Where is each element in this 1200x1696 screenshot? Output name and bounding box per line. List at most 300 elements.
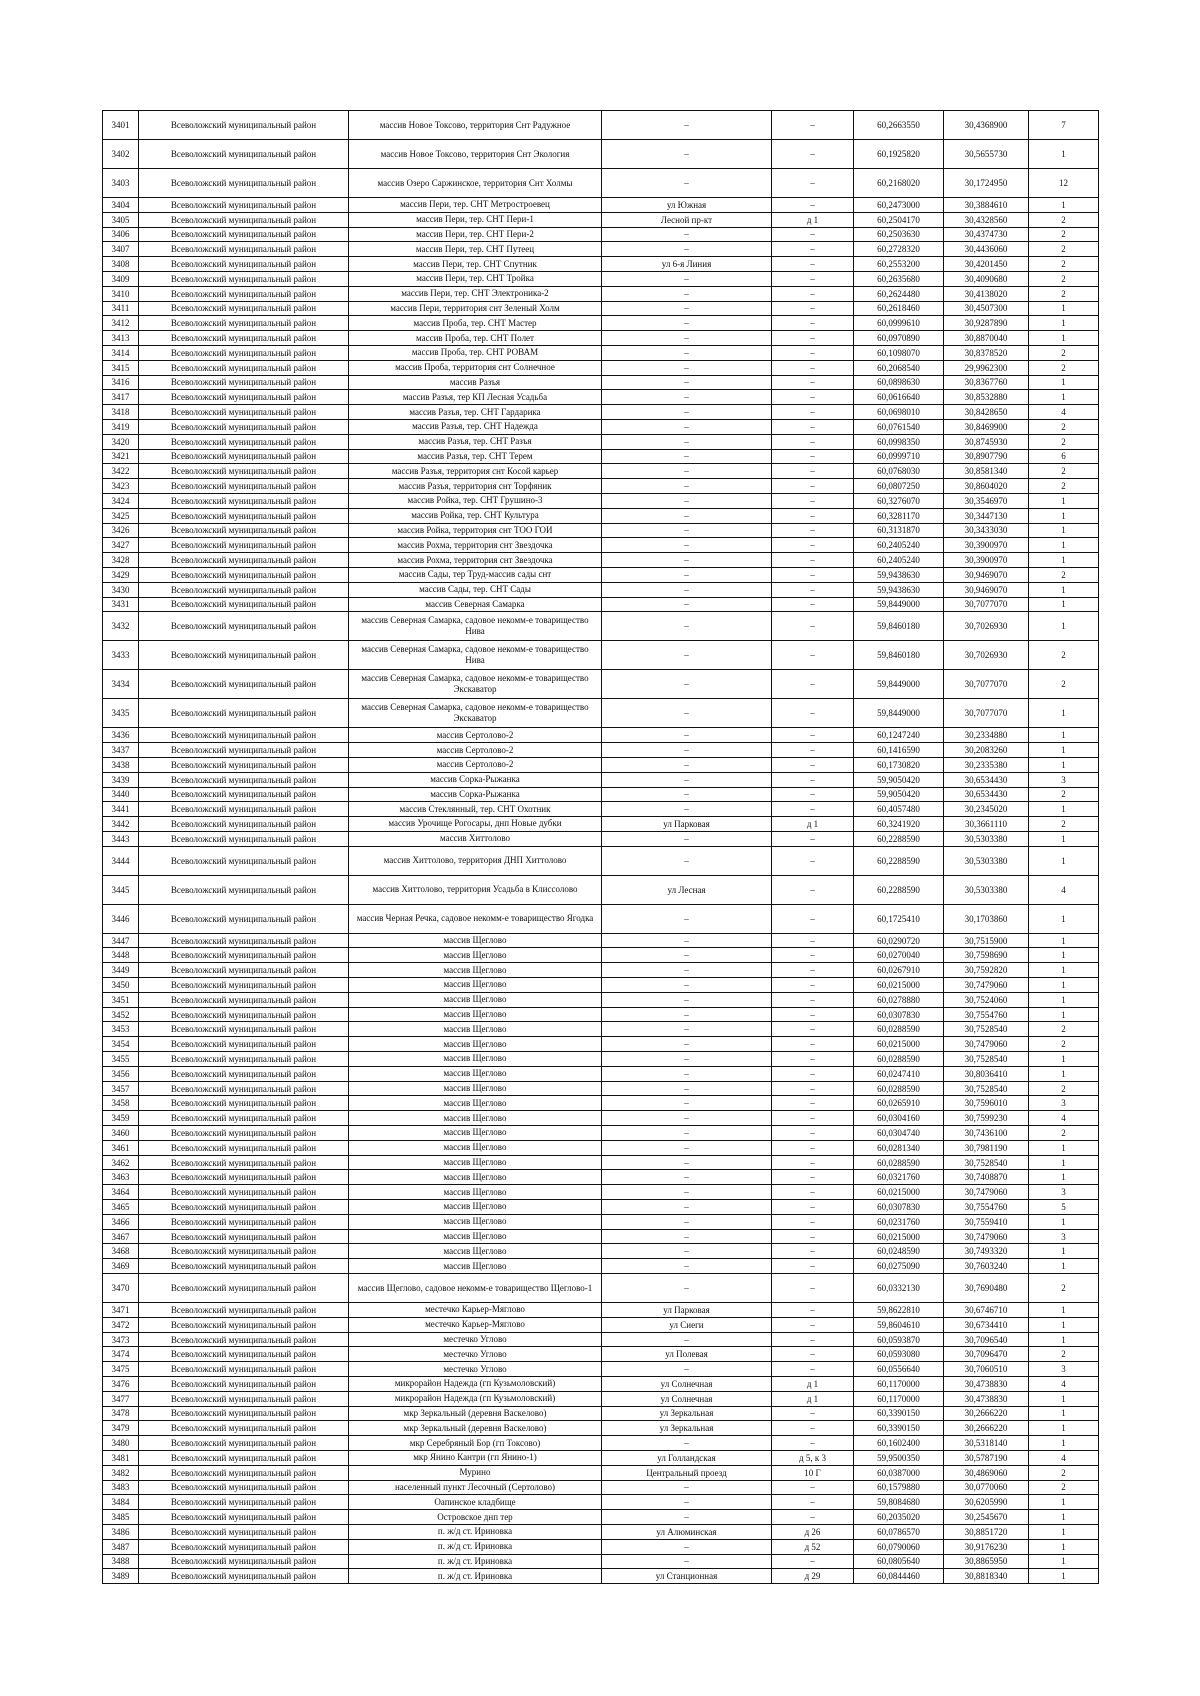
location-cell: массив Щеглово bbox=[349, 1229, 602, 1244]
latitude-cell: 60,3390150 bbox=[854, 1421, 944, 1436]
longitude-cell: 30,7690480 bbox=[944, 1274, 1029, 1303]
house-cell: – bbox=[772, 1259, 854, 1274]
street-cell: – bbox=[602, 612, 772, 641]
district-cell: Всеволожский муниципальный район bbox=[139, 1200, 349, 1215]
house-cell: д 26 bbox=[772, 1524, 854, 1539]
house-cell: – bbox=[772, 140, 854, 169]
street-cell: – bbox=[602, 1126, 772, 1141]
district-cell: Всеволожский муниципальный район bbox=[139, 479, 349, 494]
longitude-cell: 30,8745930 bbox=[944, 434, 1029, 449]
house-cell: – bbox=[772, 1332, 854, 1347]
street-cell: – bbox=[602, 1510, 772, 1525]
count-cell: 1 bbox=[1029, 1170, 1099, 1185]
location-cell: массив Щеглово bbox=[349, 948, 602, 963]
row-number: 3420 bbox=[103, 434, 139, 449]
house-cell: – bbox=[772, 1303, 854, 1318]
street-cell: – bbox=[602, 728, 772, 743]
latitude-cell: 60,0307830 bbox=[854, 1007, 944, 1022]
row-number: 3417 bbox=[103, 390, 139, 405]
location-cell: массив Щеглово bbox=[349, 1170, 602, 1185]
table-row bbox=[103, 227, 1099, 242]
count-cell: 1 bbox=[1029, 1317, 1099, 1332]
row-number: 3426 bbox=[103, 523, 139, 538]
district-cell: Всеволожский муниципальный район bbox=[139, 169, 349, 198]
table-row bbox=[103, 375, 1099, 390]
table-row bbox=[103, 1111, 1099, 1126]
location-cell: массив Щеглово bbox=[349, 1081, 602, 1096]
count-cell: 6 bbox=[1029, 449, 1099, 464]
house-cell: – bbox=[772, 802, 854, 817]
district-cell: Всеволожский муниципальный район bbox=[139, 1303, 349, 1318]
location-cell: массив Щеглово bbox=[349, 1185, 602, 1200]
latitude-cell: 60,2728320 bbox=[854, 242, 944, 257]
district-cell: Всеволожский муниципальный район bbox=[139, 1317, 349, 1332]
row-number: 3457 bbox=[103, 1081, 139, 1096]
row-number: 3487 bbox=[103, 1539, 139, 1554]
count-cell: 1 bbox=[1029, 963, 1099, 978]
location-cell: массив Щеглово bbox=[349, 1200, 602, 1215]
count-cell: 1 bbox=[1029, 728, 1099, 743]
district-cell: Всеволожский муниципальный район bbox=[139, 331, 349, 346]
latitude-cell: 60,0288590 bbox=[854, 1022, 944, 1037]
longitude-cell: 30,8036410 bbox=[944, 1066, 1029, 1081]
row-number: 3480 bbox=[103, 1436, 139, 1451]
count-cell: 2 bbox=[1029, 419, 1099, 434]
table-row bbox=[103, 992, 1099, 1007]
longitude-cell: 30,7603240 bbox=[944, 1259, 1029, 1274]
table-row bbox=[103, 1259, 1099, 1274]
row-number: 3405 bbox=[103, 212, 139, 227]
district-cell: Всеволожский муниципальный район bbox=[139, 212, 349, 227]
location-cell: п. ж/д ст. Ириновка bbox=[349, 1524, 602, 1539]
latitude-cell: 60,0844460 bbox=[854, 1569, 944, 1584]
row-number: 3468 bbox=[103, 1244, 139, 1259]
row-number: 3447 bbox=[103, 933, 139, 948]
street-cell: – bbox=[602, 846, 772, 875]
latitude-cell: 60,0898630 bbox=[854, 375, 944, 390]
registry-table bbox=[102, 110, 1099, 1584]
house-cell: – bbox=[772, 1096, 854, 1111]
table-row bbox=[103, 1554, 1099, 1569]
district-cell: Всеволожский муниципальный район bbox=[139, 1052, 349, 1067]
district-cell: Всеволожский муниципальный район bbox=[139, 1465, 349, 1480]
street-cell: – bbox=[602, 1436, 772, 1451]
latitude-cell: 60,0999710 bbox=[854, 449, 944, 464]
row-number: 3423 bbox=[103, 479, 139, 494]
table-row bbox=[103, 405, 1099, 420]
row-number: 3429 bbox=[103, 567, 139, 582]
table-row bbox=[103, 1214, 1099, 1229]
latitude-cell: 60,0247410 bbox=[854, 1066, 944, 1081]
location-cell: массив Хиттолово, территория Усадьба в Клиссолово bbox=[349, 875, 602, 904]
house-cell: – bbox=[772, 933, 854, 948]
street-cell: – bbox=[602, 787, 772, 802]
row-number: 3464 bbox=[103, 1185, 139, 1200]
table-row bbox=[103, 948, 1099, 963]
street-cell: ул Голландская bbox=[602, 1450, 772, 1465]
count-cell: 2 bbox=[1029, 1465, 1099, 1480]
house-cell: – bbox=[772, 757, 854, 772]
table-row bbox=[103, 728, 1099, 743]
location-cell: массив Пери, тер. СНТ Пери-2 bbox=[349, 227, 602, 242]
row-number: 3401 bbox=[103, 111, 139, 140]
row-number: 3428 bbox=[103, 553, 139, 568]
street-cell: – bbox=[602, 1185, 772, 1200]
latitude-cell: 60,1098070 bbox=[854, 345, 944, 360]
latitude-cell: 59,8449000 bbox=[854, 670, 944, 699]
latitude-cell: 60,2635680 bbox=[854, 271, 944, 286]
table-row bbox=[103, 1037, 1099, 1052]
longitude-cell: 30,4328560 bbox=[944, 212, 1029, 227]
district-cell: Всеволожский муниципальный район bbox=[139, 538, 349, 553]
row-number: 3406 bbox=[103, 227, 139, 242]
longitude-cell: 30,5318140 bbox=[944, 1436, 1029, 1451]
latitude-cell: 60,0215000 bbox=[854, 1229, 944, 1244]
house-cell: – bbox=[772, 1066, 854, 1081]
latitude-cell: 60,2405240 bbox=[854, 538, 944, 553]
row-number: 3418 bbox=[103, 405, 139, 420]
street-cell: – bbox=[602, 567, 772, 582]
longitude-cell: 30,8581340 bbox=[944, 464, 1029, 479]
latitude-cell: 60,2618460 bbox=[854, 301, 944, 316]
count-cell: 1 bbox=[1029, 1214, 1099, 1229]
house-cell: – bbox=[772, 360, 854, 375]
street-cell: ул Зеркальная bbox=[602, 1421, 772, 1436]
location-cell: местечко Карьер-Мяглово bbox=[349, 1303, 602, 1318]
table-row bbox=[103, 1052, 1099, 1067]
house-cell: – bbox=[772, 567, 854, 582]
latitude-cell: 59,8460180 bbox=[854, 612, 944, 641]
location-cell: массив Новое Токсово, территория Снт Радужное bbox=[349, 111, 602, 140]
row-number: 3440 bbox=[103, 787, 139, 802]
row-number: 3475 bbox=[103, 1362, 139, 1377]
longitude-cell: 30,7026930 bbox=[944, 612, 1029, 641]
row-number: 3477 bbox=[103, 1391, 139, 1406]
table-row bbox=[103, 523, 1099, 538]
row-number: 3404 bbox=[103, 198, 139, 213]
house-cell: – bbox=[772, 597, 854, 612]
count-cell: 1 bbox=[1029, 1406, 1099, 1421]
longitude-cell: 30,3900970 bbox=[944, 538, 1029, 553]
street-cell: – bbox=[602, 992, 772, 1007]
longitude-cell: 30,2545670 bbox=[944, 1510, 1029, 1525]
longitude-cell: 30,7060510 bbox=[944, 1362, 1029, 1377]
district-cell: Всеволожский муниципальный район bbox=[139, 757, 349, 772]
longitude-cell: 30,7981190 bbox=[944, 1140, 1029, 1155]
latitude-cell: 59,8622810 bbox=[854, 1303, 944, 1318]
location-cell: массив Щеглово bbox=[349, 933, 602, 948]
longitude-cell: 30,7493320 bbox=[944, 1244, 1029, 1259]
location-cell: массив Сертолово-2 bbox=[349, 757, 602, 772]
street-cell: ул Лесная bbox=[602, 875, 772, 904]
longitude-cell: 30,9176230 bbox=[944, 1539, 1029, 1554]
longitude-cell: 30,2334880 bbox=[944, 728, 1029, 743]
latitude-cell: 60,2504170 bbox=[854, 212, 944, 227]
street-cell: – bbox=[602, 301, 772, 316]
house-cell: – bbox=[772, 728, 854, 743]
district-cell: Всеволожский муниципальный район bbox=[139, 787, 349, 802]
street-cell: – bbox=[602, 1362, 772, 1377]
district-cell: Всеволожский муниципальный район bbox=[139, 1377, 349, 1392]
location-cell: массив Сертолово-2 bbox=[349, 743, 602, 758]
house-cell: – bbox=[772, 390, 854, 405]
count-cell: 3 bbox=[1029, 1362, 1099, 1377]
district-cell: Всеволожский муниципальный район bbox=[139, 772, 349, 787]
house-cell: – bbox=[772, 1081, 854, 1096]
row-number: 3403 bbox=[103, 169, 139, 198]
table-row bbox=[103, 670, 1099, 699]
count-cell: 2 bbox=[1029, 257, 1099, 272]
longitude-cell: 30,3884610 bbox=[944, 198, 1029, 213]
row-number: 3452 bbox=[103, 1007, 139, 1022]
latitude-cell: 60,3276070 bbox=[854, 493, 944, 508]
location-cell: массив Пери, тер. СНТ Путеец bbox=[349, 242, 602, 257]
table-row bbox=[103, 449, 1099, 464]
count-cell: 1 bbox=[1029, 1155, 1099, 1170]
district-cell: Всеволожский муниципальный район bbox=[139, 1554, 349, 1569]
house-cell: – bbox=[772, 169, 854, 198]
count-cell: 2 bbox=[1029, 1347, 1099, 1362]
table-row bbox=[103, 1377, 1099, 1392]
district-cell: Всеволожский муниципальный район bbox=[139, 1421, 349, 1436]
table-row bbox=[103, 1421, 1099, 1436]
table-row bbox=[103, 1155, 1099, 1170]
count-cell: 1 bbox=[1029, 1052, 1099, 1067]
street-cell: – bbox=[602, 111, 772, 140]
district-cell: Всеволожский муниципальный район bbox=[139, 1450, 349, 1465]
street-cell: ул Солнечная bbox=[602, 1391, 772, 1406]
row-number: 3454 bbox=[103, 1037, 139, 1052]
count-cell: 1 bbox=[1029, 1244, 1099, 1259]
row-number: 3478 bbox=[103, 1406, 139, 1421]
street-cell: – bbox=[602, 286, 772, 301]
latitude-cell: 60,0215000 bbox=[854, 1037, 944, 1052]
district-cell: Всеволожский муниципальный район bbox=[139, 1436, 349, 1451]
longitude-cell: 30,8907790 bbox=[944, 449, 1029, 464]
latitude-cell: 60,2473000 bbox=[854, 198, 944, 213]
table-row bbox=[103, 1465, 1099, 1480]
location-cell: массив Сорка-Рыжанка bbox=[349, 787, 602, 802]
table-row bbox=[103, 419, 1099, 434]
district-cell: Всеволожский муниципальный район bbox=[139, 992, 349, 1007]
house-cell: – bbox=[772, 198, 854, 213]
table-row bbox=[103, 1332, 1099, 1347]
longitude-cell: 30,2345020 bbox=[944, 802, 1029, 817]
house-cell: – bbox=[772, 508, 854, 523]
count-cell: 1 bbox=[1029, 1421, 1099, 1436]
house-cell: – bbox=[772, 1495, 854, 1510]
latitude-cell: 60,1170000 bbox=[854, 1391, 944, 1406]
house-cell: д 1 bbox=[772, 212, 854, 227]
row-number: 3469 bbox=[103, 1259, 139, 1274]
latitude-cell: 60,0999610 bbox=[854, 316, 944, 331]
row-number: 3439 bbox=[103, 772, 139, 787]
house-cell: – bbox=[772, 1436, 854, 1451]
row-number: 3459 bbox=[103, 1111, 139, 1126]
count-cell: 3 bbox=[1029, 1229, 1099, 1244]
longitude-cell: 30,8367760 bbox=[944, 375, 1029, 390]
table-row bbox=[103, 1391, 1099, 1406]
table-row bbox=[103, 1406, 1099, 1421]
longitude-cell: 30,9469070 bbox=[944, 582, 1029, 597]
row-number: 3435 bbox=[103, 699, 139, 728]
longitude-cell: 30,7479060 bbox=[944, 1037, 1029, 1052]
location-cell: массив Щеглово bbox=[349, 1096, 602, 1111]
table-row bbox=[103, 169, 1099, 198]
count-cell: 1 bbox=[1029, 699, 1099, 728]
district-cell: Всеволожский муниципальный район bbox=[139, 1391, 349, 1406]
latitude-cell: 60,1416590 bbox=[854, 743, 944, 758]
latitude-cell: 60,2168020 bbox=[854, 169, 944, 198]
count-cell: 1 bbox=[1029, 948, 1099, 963]
latitude-cell: 60,1925820 bbox=[854, 140, 944, 169]
location-cell: массив Проба, тер. СНТ Полет bbox=[349, 331, 602, 346]
location-cell: п. ж/д ст. Ириновка bbox=[349, 1539, 602, 1554]
table-row bbox=[103, 787, 1099, 802]
street-cell: – bbox=[602, 1037, 772, 1052]
street-cell: – bbox=[602, 140, 772, 169]
row-number: 3448 bbox=[103, 948, 139, 963]
table-row bbox=[103, 641, 1099, 670]
count-cell: 1 bbox=[1029, 1140, 1099, 1155]
street-cell: – bbox=[602, 772, 772, 787]
count-cell: 1 bbox=[1029, 331, 1099, 346]
district-cell: Всеволожский муниципальный район bbox=[139, 802, 349, 817]
district-cell: Всеволожский муниципальный район bbox=[139, 227, 349, 242]
latitude-cell: 60,1602400 bbox=[854, 1436, 944, 1451]
latitude-cell: 59,8084680 bbox=[854, 1495, 944, 1510]
house-cell: – bbox=[772, 434, 854, 449]
longitude-cell: 30,7077070 bbox=[944, 670, 1029, 699]
district-cell: Всеволожский муниципальный район bbox=[139, 434, 349, 449]
longitude-cell: 30,5303380 bbox=[944, 831, 1029, 846]
house-cell: – bbox=[772, 523, 854, 538]
location-cell: массив Стеклянный, тер. СНТ Охотник bbox=[349, 802, 602, 817]
row-number: 3444 bbox=[103, 846, 139, 875]
district-cell: Всеволожский муниципальный район bbox=[139, 1007, 349, 1022]
count-cell: 5 bbox=[1029, 1200, 1099, 1215]
table-row bbox=[103, 434, 1099, 449]
latitude-cell: 60,0616640 bbox=[854, 390, 944, 405]
count-cell: 1 bbox=[1029, 1436, 1099, 1451]
house-cell: – bbox=[772, 405, 854, 420]
house-cell: – bbox=[772, 111, 854, 140]
count-cell: 1 bbox=[1029, 553, 1099, 568]
street-cell: – bbox=[602, 1244, 772, 1259]
street-cell: – bbox=[602, 582, 772, 597]
longitude-cell: 30,1703860 bbox=[944, 904, 1029, 933]
latitude-cell: 60,0270040 bbox=[854, 948, 944, 963]
row-number: 3471 bbox=[103, 1303, 139, 1318]
location-cell: массив Урочище Рогосары, днп Новые дубки bbox=[349, 817, 602, 832]
table-row bbox=[103, 271, 1099, 286]
district-cell: Всеволожский муниципальный район bbox=[139, 1510, 349, 1525]
district-cell: Всеволожский муниципальный район bbox=[139, 1362, 349, 1377]
house-cell: – bbox=[772, 743, 854, 758]
longitude-cell: 30,9287890 bbox=[944, 316, 1029, 331]
location-cell: мкр Серебряный Бор (гп Токсово) bbox=[349, 1436, 602, 1451]
house-cell: – bbox=[772, 1200, 854, 1215]
district-cell: Всеволожский муниципальный район bbox=[139, 1126, 349, 1141]
longitude-cell: 30,7599230 bbox=[944, 1111, 1029, 1126]
longitude-cell: 30,5303380 bbox=[944, 875, 1029, 904]
row-number: 3486 bbox=[103, 1524, 139, 1539]
row-number: 3412 bbox=[103, 316, 139, 331]
row-number: 3489 bbox=[103, 1569, 139, 1584]
count-cell: 2 bbox=[1029, 1037, 1099, 1052]
table-row bbox=[103, 553, 1099, 568]
longitude-cell: 30,8870040 bbox=[944, 331, 1029, 346]
district-cell: Всеволожский муниципальный район bbox=[139, 257, 349, 272]
count-cell: 1 bbox=[1029, 612, 1099, 641]
row-number: 3449 bbox=[103, 963, 139, 978]
house-cell: 10 Г bbox=[772, 1465, 854, 1480]
longitude-cell: 30,4869060 bbox=[944, 1465, 1029, 1480]
row-number: 3434 bbox=[103, 670, 139, 699]
count-cell: 4 bbox=[1029, 405, 1099, 420]
street-cell: – bbox=[602, 641, 772, 670]
latitude-cell: 59,9050420 bbox=[854, 772, 944, 787]
count-cell: 2 bbox=[1029, 434, 1099, 449]
district-cell: Всеволожский муниципальный район bbox=[139, 111, 349, 140]
street-cell: – bbox=[602, 1214, 772, 1229]
street-cell: – bbox=[602, 1259, 772, 1274]
street-cell: – bbox=[602, 1539, 772, 1554]
longitude-cell: 30,7528540 bbox=[944, 1155, 1029, 1170]
location-cell: массив Щеглово bbox=[349, 1066, 602, 1081]
location-cell: массив Пери, тер. СНТ Электроника-2 bbox=[349, 286, 602, 301]
count-cell: 1 bbox=[1029, 831, 1099, 846]
table-row bbox=[103, 1274, 1099, 1303]
location-cell: массив Северная Самарка, садовое некомм-е товарищество Экскаватор bbox=[349, 699, 602, 728]
location-cell: местечко Углово bbox=[349, 1362, 602, 1377]
house-cell: – bbox=[772, 1022, 854, 1037]
street-cell: – bbox=[602, 331, 772, 346]
longitude-cell: 30,4368900 bbox=[944, 111, 1029, 140]
row-number: 3438 bbox=[103, 757, 139, 772]
latitude-cell: 60,0786570 bbox=[854, 1524, 944, 1539]
street-cell: – bbox=[602, 1495, 772, 1510]
house-cell: – bbox=[772, 1510, 854, 1525]
house-cell: – bbox=[772, 1111, 854, 1126]
longitude-cell: 30,8851720 bbox=[944, 1524, 1029, 1539]
count-cell: 1 bbox=[1029, 992, 1099, 1007]
location-cell: массив Ройка, тер. СНТ Культура bbox=[349, 508, 602, 523]
row-number: 3419 bbox=[103, 419, 139, 434]
count-cell: 1 bbox=[1029, 301, 1099, 316]
count-cell: 2 bbox=[1029, 212, 1099, 227]
longitude-cell: 30,8818340 bbox=[944, 1569, 1029, 1584]
count-cell: 2 bbox=[1029, 1480, 1099, 1495]
street-cell: – bbox=[602, 1200, 772, 1215]
longitude-cell: 30,2335380 bbox=[944, 757, 1029, 772]
table-row bbox=[103, 301, 1099, 316]
house-cell: – bbox=[772, 787, 854, 802]
count-cell: 1 bbox=[1029, 582, 1099, 597]
house-cell: – bbox=[772, 1421, 854, 1436]
district-cell: Всеволожский муниципальный район bbox=[139, 670, 349, 699]
count-cell: 2 bbox=[1029, 787, 1099, 802]
location-cell: массив Разъя, территория снт Торфяник bbox=[349, 479, 602, 494]
table-row bbox=[103, 875, 1099, 904]
table-row bbox=[103, 904, 1099, 933]
street-cell: – bbox=[602, 523, 772, 538]
district-cell: Всеволожский муниципальный район bbox=[139, 1037, 349, 1052]
latitude-cell: 60,0288590 bbox=[854, 1081, 944, 1096]
location-cell: массив Проба, территория снт Солнечное bbox=[349, 360, 602, 375]
longitude-cell: 30,7524060 bbox=[944, 992, 1029, 1007]
latitude-cell: 60,0332130 bbox=[854, 1274, 944, 1303]
